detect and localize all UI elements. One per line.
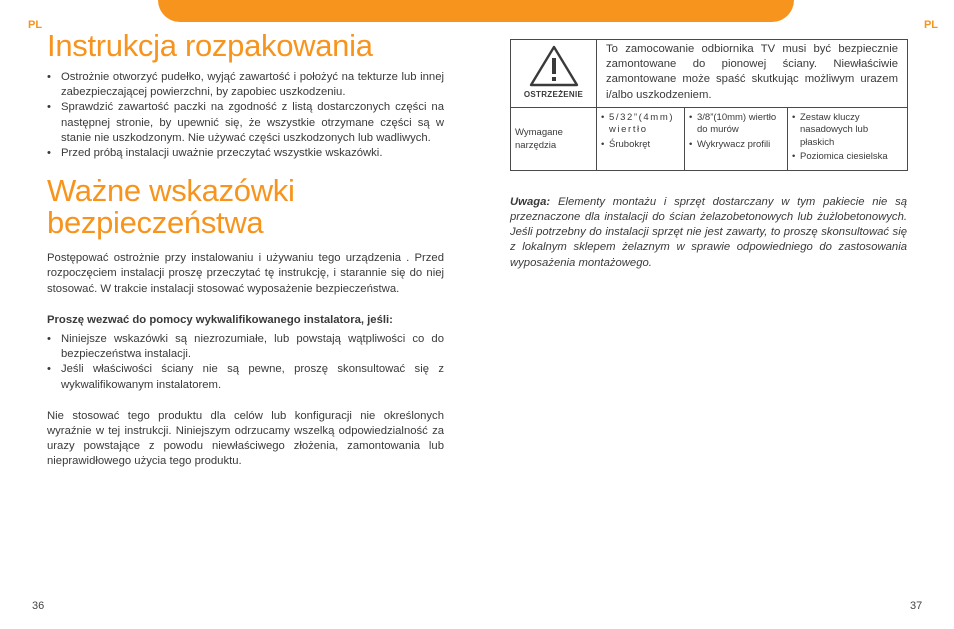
warning-table	[510, 39, 908, 171]
list-item: • Niniejsze wskazówki są niezrozumiałe, lub powstają wątpliwości co do bezpieczeństwa instalacji.	[47, 332, 444, 362]
tools-column-2	[685, 107, 788, 170]
warning-label: OSTRZEŻENIE	[523, 90, 584, 99]
list-item: • 5/32”(4mm) wiertło	[601, 112, 680, 137]
warning-triangle-icon	[528, 44, 580, 88]
safety-title-line2: bezpieczeństwa	[47, 205, 264, 241]
left-page-column	[47, 30, 444, 470]
tools-column-3	[788, 107, 908, 170]
list-item: • Ostrożnie otworzyć pudełko, wyjąć zawartość i położyć na tekturze lub innej zabezpieczającej powierzchni, by zapobiec uszkodzeniu.	[47, 70, 444, 100]
safety-title	[47, 175, 444, 239]
page-number-left: 36	[32, 600, 45, 612]
header-orange-tab	[158, 0, 794, 22]
list-item: • 3/8”(10mm) wiertło do murów	[689, 112, 783, 137]
note-text: Elementy montażu i sprzęt dostarczany w tym pakiecie nie są przeznaczone dla instalacji do ścian żelazobetonowych lub żużlobetonowych. Jeśli potrzebny do instalacji sprzęt nie jest zawarty, to proszę skonsultować się z lokalnym sklepem żelaznym w sprawie odpowiedniego do zastosowania wyposażenia montażowego.	[510, 195, 907, 269]
list-item: • Jeśli właściwości ściany nie są pewne, proszę skonsultować się z wykwalifikowanym instalatorem.	[47, 362, 444, 392]
list-item: • Poziomica ciesielska	[792, 151, 903, 164]
list-item: • Sprawdzić zawartość paczki na zgodność z listą dostarczonych części na następnej stronie, by upewnić się, że wszystkie otrzymane części są w stanie nie uszkodzonym. Nie używać części uszkodzonych lub wadliwych.	[47, 100, 444, 146]
note-label: Uwaga:	[510, 195, 551, 208]
tools-column-1	[597, 107, 685, 170]
warning-text: To zamocowanie odbiornika TV musi być bezpiecznie zamontowane do pionowej ściany. Niewłaściwie zamontowane może spaść skutkując możliwym urazem i/albo uszkodzeniem.	[597, 40, 908, 108]
language-code-left: PL	[28, 19, 43, 31]
right-page-column	[510, 39, 907, 282]
note-paragraph	[510, 195, 907, 271]
list-item: • Przed próbą instalacji uważnie przeczytać wszystkie wskazówki.	[47, 146, 444, 161]
page-number-right: 37	[910, 600, 923, 612]
safety-title-line1: Ważne wskazówki	[47, 173, 295, 209]
list-item: • Zestaw kluczy nasadowych lub płaskich	[792, 112, 903, 150]
unpacking-title: Instrukcja rozpakowania	[47, 28, 373, 63]
tools-label: Wymagane narzędzia	[511, 107, 597, 170]
unpacking-list	[47, 70, 444, 161]
installer-heading: Proszę wezwać do pomocy wykwalifikowanego instalatora, jeśli:	[47, 313, 393, 326]
warning-icon-cell	[511, 40, 597, 108]
disclaimer: Nie stosować tego produktu dla celów lub konfiguracji nie określonych wyraźnie w tej instrukcji. Niniejszym odrzucamy wszelką odpowiedzialność za urazy powstające z powodu niewłaściwego złożenia, zamontowania lub nieprawidłowego użycia tego produktu.	[47, 409, 444, 468]
installer-list	[47, 332, 444, 393]
list-item: • Wykrywacz profili	[689, 139, 783, 152]
list-item: • Śrubokręt	[601, 139, 680, 152]
safety-intro: Postępować ostrożnie przy instalowaniu i używaniu tego urządzenia . Przed rozpoczęciem instalacji proszę przeczytać tę instrukcję, i starannie się do niej stosować. W trakcie instalacji stosować wyposażenie bezpieczeństwa.	[47, 252, 444, 295]
language-code-right: PL	[923, 19, 938, 31]
